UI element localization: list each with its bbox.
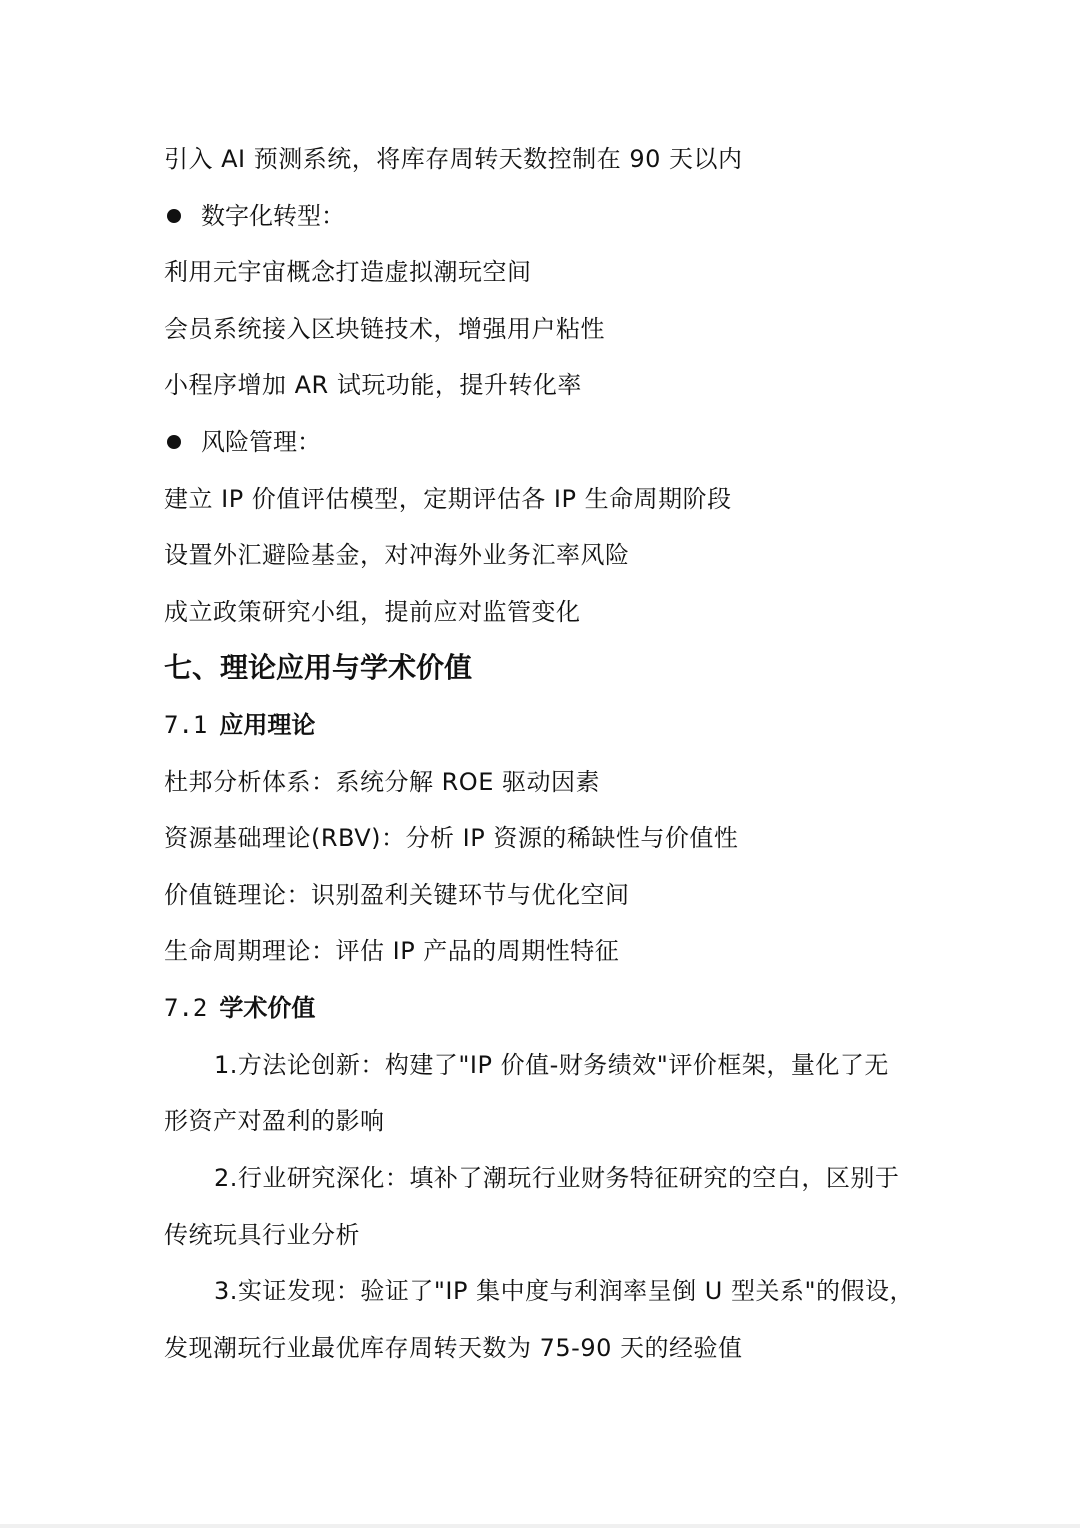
academic-value-item-3: 3.实证发现：验证了"IP 集中度与利润率呈倒 U 型关系"的假设， <box>214 1277 914 1305</box>
academic-value-item-1: 1.方法论创新：构建了"IP 价值-财务绩效"评价框架，量化了无 <box>214 1051 889 1079</box>
bullet-dot-icon <box>167 209 181 223</box>
bullet-label: 数字化转型： <box>201 202 345 230</box>
text-line-fx-hedge: 设置外汇避险基金，对冲海外业务汇率风险 <box>164 541 630 569</box>
subsection-heading-7-1 <box>164 708 315 742</box>
bullet-digital-transformation <box>164 199 345 233</box>
bullet-label: 风险管理： <box>201 428 321 456</box>
page-bottom-edge <box>0 1524 1080 1528</box>
academic-value-item-2-cont: 传统玩具行业分析 <box>164 1221 360 1249</box>
text-line-policy-group: 成立政策研究小组，提前应对监管变化 <box>164 598 581 626</box>
academic-value-item-2: 2.行业研究深化：填补了潮玩行业财务特征研究的空白，区别于 <box>214 1164 900 1192</box>
subsection-heading-7-2 <box>164 991 315 1025</box>
text-line-ip-valuation: 建立 IP 价值评估模型，定期评估各 IP 生命周期阶段 <box>164 485 732 513</box>
text-line-ar-trial: 小程序增加 AR 试玩功能，提升转化率 <box>164 371 582 399</box>
theory-item: 价值链理论：识别盈利关键环节与优化空间 <box>164 881 630 909</box>
text-line-ai-forecast: 引入 AI 预测系统，将库存周转天数控制在 90 天以内 <box>164 145 743 173</box>
bullet-dot-icon <box>167 435 181 449</box>
text-line-metaverse: 利用元宇宙概念打造虚拟潮玩空间 <box>164 258 532 286</box>
theory-item: 杜邦分析体系：系统分解 ROE 驱动因素 <box>164 768 600 796</box>
theory-item: 资源基础理论(RBV)：分析 IP 资源的稀缺性与价值性 <box>164 824 739 852</box>
subsection-title: 应用理论 <box>219 711 316 739</box>
bullet-risk-management <box>164 425 321 459</box>
text-line-blockchain: 会员系统接入区块链技术，增强用户粘性 <box>164 315 605 343</box>
academic-value-item-3-cont: 发现潮玩行业最优库存周转天数为 75-90 天的经验值 <box>164 1334 743 1362</box>
section-heading: 七、理论应用与学术价值 <box>164 651 473 684</box>
subsection-number: 7.2 <box>164 994 208 1022</box>
subsection-title: 学术价值 <box>219 994 316 1022</box>
theory-item: 生命周期理论：评估 IP 产品的周期性特征 <box>164 937 620 965</box>
academic-value-item-1-cont: 形资产对盈利的影响 <box>164 1107 385 1135</box>
subsection-number: 7.1 <box>164 711 208 739</box>
